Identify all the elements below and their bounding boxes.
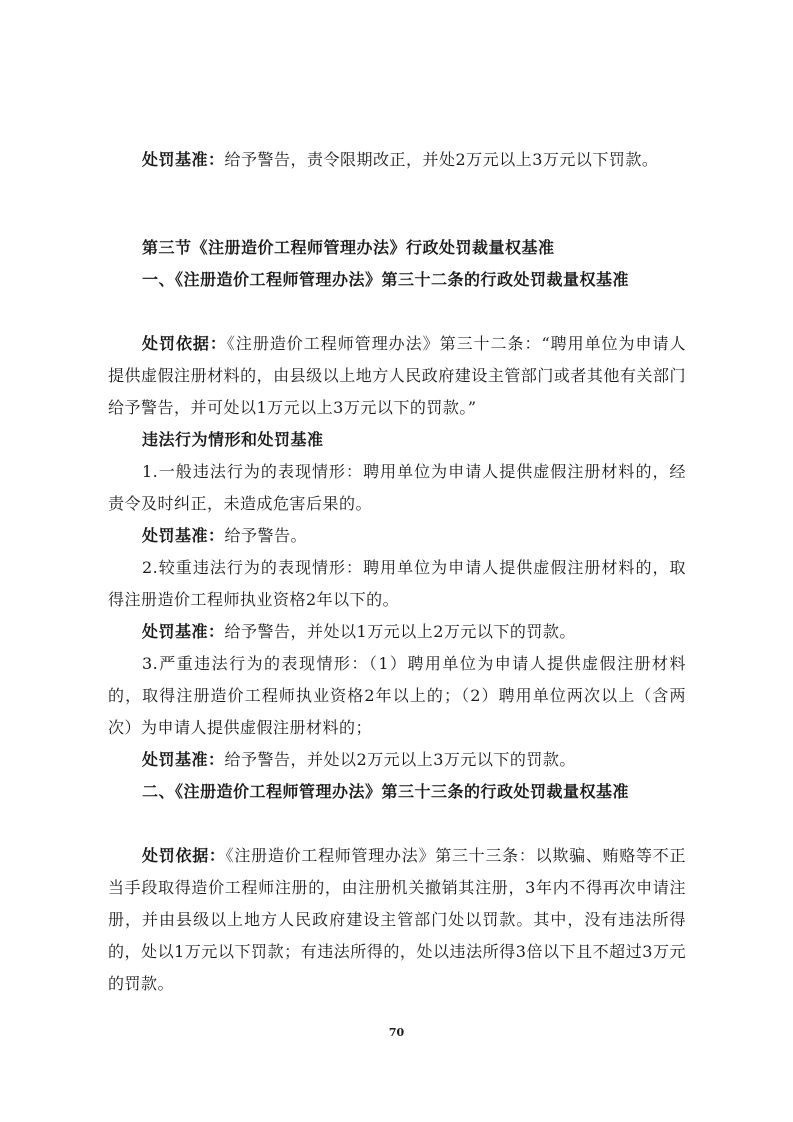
violation-heading: 违法行为情形和处罚基准: [142, 430, 324, 449]
label: 处罚基准：: [142, 150, 225, 169]
penalty-basis-32: 处罚依据：《注册造价工程师管理办法》第三十二条：“聘用单位为申请人提供虚假注册材料的，由县级以上地方人民政府建设主管部门或者其他有关部门给予警告，并可处以1万元以上3万元以下的罚款。”: [108, 334, 686, 417]
label: 处罚基准：: [142, 622, 225, 641]
label: 处罚依据：: [142, 846, 226, 865]
serious-violation: 2.较重违法行为的表现情形：聘用单位为申请人提供虚假注册材料的，取得注册造价工程师执业资格2年以下的。: [108, 558, 686, 609]
general-violation: 1.一般违法行为的表现情形：聘用单位为申请人提供虚假注册材料的，经责令及时纠正，未造成危害后果的。: [108, 462, 686, 513]
section-heading: 第三节《注册造价工程师管理办法》行政处罚裁量权基准: [142, 238, 555, 257]
penalty-standard-para-1: 处罚基准：给予警告，责令限期改正，并处2万元以上3万元以下罚款。: [142, 150, 659, 169]
label: 处罚基准：: [142, 750, 225, 769]
penalty-standard-serious: 处罚基准：给予警告，并处以1万元以上2万元以下的罚款。: [142, 622, 576, 641]
penalty-basis-33: 处罚依据：《注册造价工程师管理办法》第三十三条：以欺骗、贿赂等不正当手段取得造价工程师注册的，由注册机关撤销其注册，3年内不得再次申请注册，并由县级以上地方人民政府建设主管部门处以罚款。其中，没有违法所得的，处以1万元以下罚款；有违法所得的，处以违法所得3倍以下且不超过3万元的罚款。: [108, 846, 686, 993]
subsection-heading-32: 一、《注册造价工程师管理办法》第三十二条的行政处罚裁量权基准: [142, 270, 630, 289]
severe-violation: 3.严重违法行为的表现情形：（1）聘用单位为申请人提供虚假注册材料的，取得注册造价工程师执业资格2年以上的；（2）聘用单位两次以上（含两次）为申请人提供虚假注册材料的；: [108, 654, 686, 737]
page-number: 70: [388, 1026, 405, 1039]
label: 处罚依据：: [142, 334, 227, 353]
label: 处罚基准：: [142, 526, 225, 545]
penalty-standard-general: 处罚基准：给予警告。: [142, 526, 308, 545]
subsection-heading-33: 二、《注册造价工程师管理办法》第三十三条的行政处罚裁量权基准: [142, 782, 630, 801]
penalty-standard-severe: 处罚基准：给予警告，并处以2万元以上3万元以下的罚款。: [142, 750, 576, 769]
